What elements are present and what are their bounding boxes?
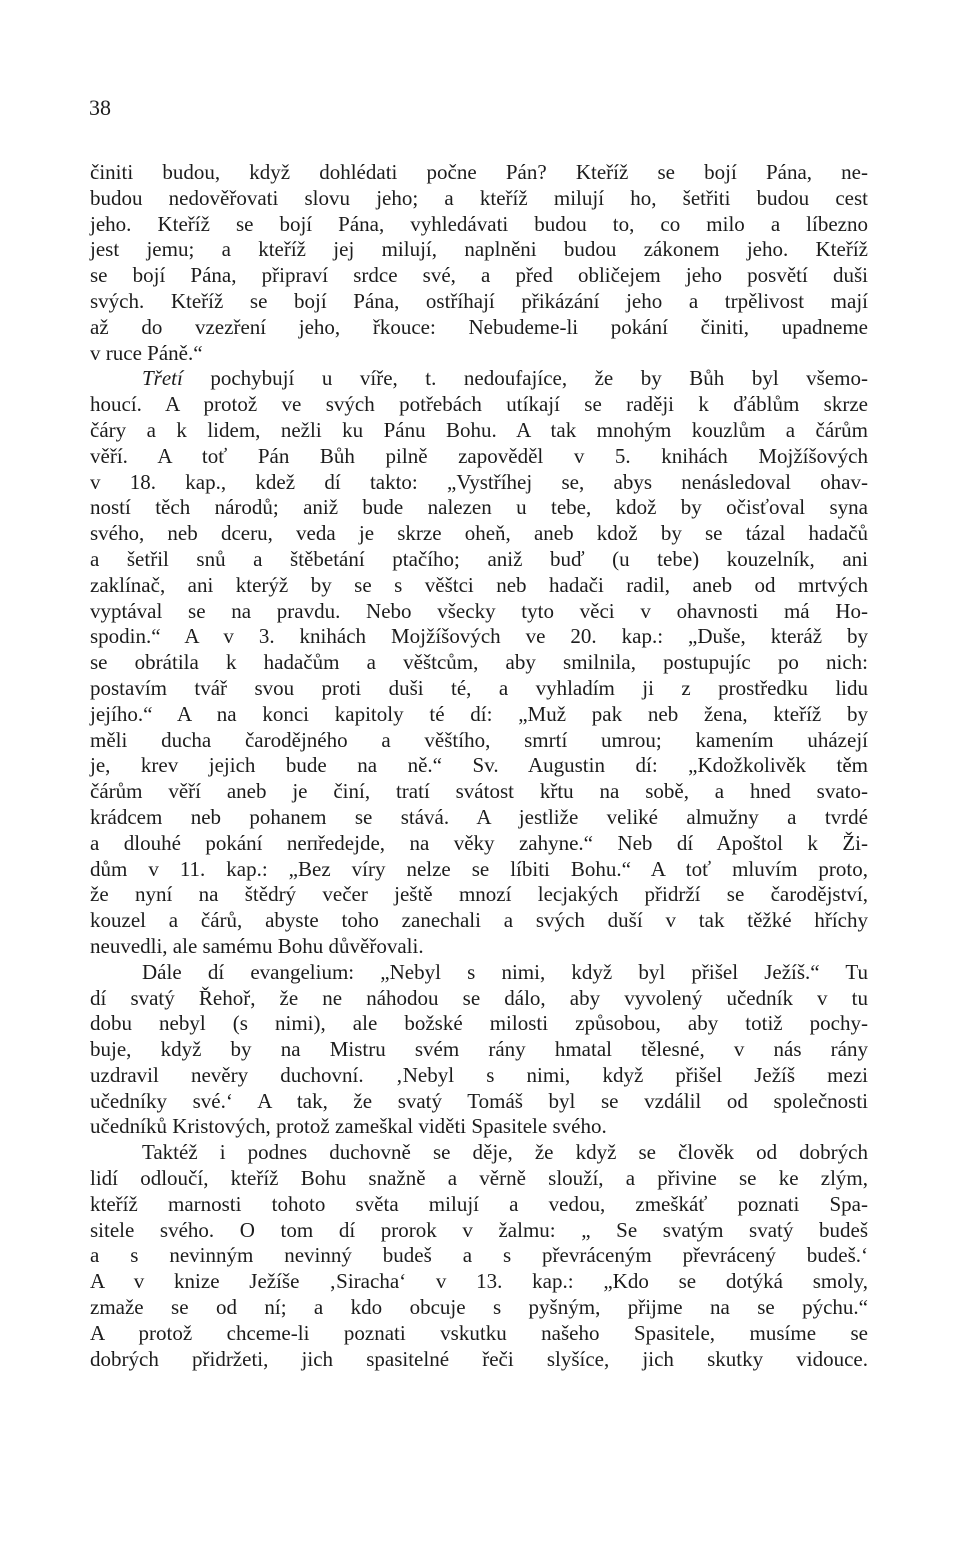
text-line: buje, když by na Mistru svém rány hmatal tělesné, v nás rány <box>90 1037 868 1062</box>
text-line: a dlouhé pokání neпředejde, na věky zahyne.“ Neb dí Apoštol k Ži- <box>90 830 868 855</box>
page-number: 38 <box>89 95 111 120</box>
text-line: kouzel a čárů, abyste toho zanechali a svých duší v tak těžké hříchy <box>90 908 868 933</box>
body-text <box>90 160 868 1372</box>
text-line: Taktéž i podnes duchovně se děje, že když se člověk od dobrých <box>142 1140 868 1165</box>
text-line: a šetřil snů a štěbetání ptačího; aniž buď (u tebe) kouzelník, ani <box>90 546 868 571</box>
text-line: v ruce Páně.“ <box>90 340 203 365</box>
text-line: kteříž marnosti tohoto světa milují a vedou, zmeškáť poznati Spa- <box>90 1191 868 1216</box>
text-line: se obrátila k hadačům a věštcům, aby smilnila, postupujíc po nich: <box>90 650 868 675</box>
text-line: učedníků Kristových, protož zameškal viděti Spasitele svého. <box>90 1114 607 1139</box>
text-line: uzdravil nevěry duchovní. ‚Nebyl s nimi, když přišel Ježíš mezi <box>90 1062 868 1087</box>
text-line: až do vzezření jeho, řkouce: Nebudeme-li pokání činiti, upadneme <box>90 314 868 339</box>
text-line: dům v 11. kap.: „Bez víry nelze se líbiti Bohu.“ A toť mluvím proto, <box>90 856 868 881</box>
text-line: je, krev jejich bude na ně.“ Sv. Augustin dí: „Kdožkolivěk těm <box>90 753 868 778</box>
text-line: jeho. Kteříž se bojí Pána, vyhledávati budou to, co milo a líbezno <box>90 211 868 236</box>
text-line: jest jemu; a kteříž jej milují, naplněni budou zákonem jeho. Kteříž <box>90 237 868 262</box>
text-line: a s nevinným nevinný budeš a s převráceným převrácený budeš.‘ <box>90 1243 868 1268</box>
text-line: v 18. kap., kdež dí takto: „Vystříhej se, abys nenásledoval ohav- <box>90 469 868 494</box>
text-line: lidí odloučí, kteříž Bohu snažně a věrně slouží, a přivine se ke zlým, <box>90 1166 868 1191</box>
text-line: svých. Kteříž se bojí Pána, ostříhají přikázání jeho a trpělivost mají <box>90 288 868 313</box>
text-line: Dále dí evangelium: „Nebyl s nimi, když byl přišel Ježíš.“ Tu <box>142 959 868 984</box>
text-line: zaklínač, ani kterýž by se s věštci neb hadači radil, aneb od mrtvých <box>90 572 868 597</box>
text-line: jejího.“ A na konci kapitoly té dí: „Muž pak neb žena, kteříž by <box>90 701 868 726</box>
text-line: sitele svého. O tom dí prorok v žalmu: „ Se svatým svatý budeš <box>90 1217 868 1242</box>
text-line: spodin.“ A v 3. knihách Mojžíšových ve 20. kap.: „Duše, kteráž by <box>90 624 868 649</box>
text-line: houcí. A protož ve svých potřebách utíkají se raději k ďáblům skrze <box>90 392 868 417</box>
text-line: dobrých přidržeti, jich spasitelné řeči slyšíce, jich skutky vidouce. <box>90 1346 868 1371</box>
text-line: čáry a k lidem, nežli ku Pánu Bohu. A tak mnohým kouzlům a čárům <box>90 417 868 442</box>
text-line: činiti budou, když dohlédati počne Pán? Kteříž se bojí Pána, ne- <box>90 160 868 184</box>
text-line: vyptával se na pravdu. Nebo všecky tyto věci v ohavnosti má Ho- <box>90 598 868 623</box>
text-line: budou nedověřovati slovu jeho; a kteříž milují ho, šetřiti budou cest <box>90 185 868 210</box>
text-line: postavím tvář svou proti duši té, a vyhladím ji z prostředku lidu <box>90 675 868 700</box>
text-line: A v knize Ježíše ‚Siracha‘ v 13. kap.: „Kdo se dotýká smoly, <box>90 1269 868 1294</box>
text-line: svého, neb dceru, veda je skrze oheň, aneb kdož by se tázal hadačů <box>90 521 868 546</box>
text-line: že nyní na štědrý večer ještě mnozí lecjakých přidrží se čarodějství, <box>90 882 868 907</box>
text-line: měli ducha čarodějného a věštího, smrtí umrou; kamením uházejí <box>90 727 868 752</box>
text-line: neuvedli, ale samému Bohu důvěřovali. <box>90 933 424 958</box>
text-line: dobu nebyl (s nimi), ale božské milosti způsobou, aby totiž pochy- <box>90 1011 868 1036</box>
text-line: A protož chceme-li poznati vskutku našeho Spasitele, musíme se <box>90 1320 868 1345</box>
emphasis-word: Třetí <box>142 366 183 391</box>
text-line: učedníky své.‘ A tak, že svatý Tomáš byl se vzdálil od společnosti <box>90 1088 868 1113</box>
text-line: Třetí pochybují u víře, t. nedoufajíce, že by Bůh byl všemo- <box>142 366 868 391</box>
text-line: ností těch národů; aniž bude nalezen u tebe, kdož by očisťoval syna <box>90 495 868 520</box>
text-line: krádcem neb pohanem se stává. A jestliže veliké almužny a tvrdé <box>90 804 868 829</box>
text-line: se bojí Pána, připraví srdce své, a před obličejem jeho posvětí duši <box>90 263 868 288</box>
text-line: čárům věří aneb je činí, tratí svátost křtu na sobě, a hned svato- <box>90 779 868 804</box>
text-line: věří. A toť Pán Bůh pilně zapověděl v 5. knihách Mojžíšových <box>90 443 868 468</box>
text-line: dí svatý Řehoř, že ne náhodou se dálo, aby vyvolený učedník v tu <box>90 985 868 1010</box>
text-line: zmaže se od ní; a kdo obcuje s pyšným, přijme na se pýchu.“ <box>90 1295 868 1320</box>
